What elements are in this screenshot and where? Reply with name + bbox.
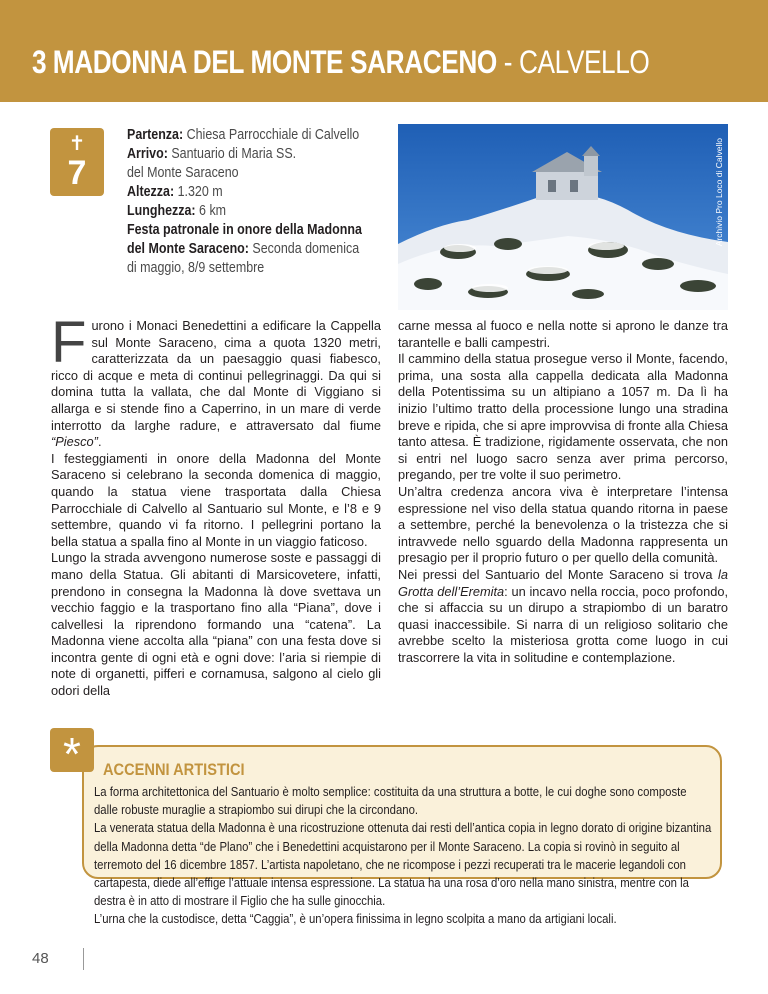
paragraph: La forma architettonica del Santuario è molto semplice: costituita da una struttura a botte, le cui doghe sono composte dalle robuste muraglie a strapiombo sui dirupi che la circondano.: [94, 784, 687, 818]
cross-icon: ✝: [68, 133, 86, 155]
info-festa: Festa patronale in onore della Madonna: [127, 222, 362, 238]
info-altezza: Altezza: 1.320 m: [127, 184, 223, 200]
paragraph: Lungo la strada avvengono numerose soste e passaggi di mano della Statua. Gli abitanti di Marsicovetere, infatti, prendono in consegna la Madonna là dove svettava un vecchio faggio e la trasportano fino alla “Piana”, dove i calvellesi la riprendono formando una “catena”. La Madonna viene accolta alla “piana” con una festa dove si incontra gente di ogni età e ogni dove: l’aria si riempie di note di organetti, pifferi e cornamusa, salgono al cielo gli odori della: [51, 550, 381, 699]
route-badge: [50, 128, 104, 196]
route-number: 7: [67, 154, 87, 192]
info-arrivo: Arrivo: Santuario di Maria SS.: [127, 146, 297, 162]
photo-credit: Archivio Pro Loco di Calvello: [714, 138, 724, 247]
asterisk-icon: *: [50, 728, 94, 772]
paragraph: Furono i Monaci Benedettini a edificare la Cappella sul Monte Saraceno, cima a quota 1320 metri, caratterizzata da un paesaggio quasi fiabesco, ricco di acque e meta di continui pellegrinaggi. Da qui si domina tutta la vallata, che dal Monte di Viggiano si allarga e si stende fino a Caperrino, in un mare di verde interrotto da larghe radure, e attraversato dal fiume “Piesco”.: [51, 310, 381, 450]
info-partenza: Partenza: Chiesa Parrocchiale di Calvello: [127, 127, 360, 143]
paragraph: Un’altra credenza ancora viva è interpretare l’intensa espressione nel viso della statua quando ritorna in paese a settembre, perché la benevolenza o la tristezza che si intravvede nello sguardo della Madonna rappresenta un presagio per il proprio futuro o per quello della comunità.: [398, 483, 728, 566]
paragraph: I festeggiamenti in onore della Madonna del Monte Saraceno si celebrano la seconda domenica di maggio, quando la statua viene trasportata dalla Chiesa Parrocchiale di Calvello al Santuario sul Monte, e l’8 e 9 settembre, quando vi fa ritorno. I pellegrini portano la bella statua a spalla fino al Monte in un viaggio faticoso.: [51, 450, 381, 549]
page-number: 48: [32, 950, 49, 967]
art-notes-title: ACCENNI ARTISTICI: [103, 760, 245, 779]
snowy-mountain-image: [398, 124, 728, 310]
info-festa-cont: del Monte Saraceno: Seconda domenica: [127, 241, 360, 257]
sanctuary-photo: [398, 124, 728, 310]
paragraph: La venerata statua della Madonna è una ricostruzione ottenuta dai resti dell’antica copia in legno dorato di origine bizantina della Madonna detta “de Plano” che i Benedettini acquistarono per il Monte Saraceno. La copia si rovinò in seguito al terremoto del 16 dicembre 1857. L’artista napoletano, che ne ricompose i pezzi recuperati tra le macerie legandoli con cartapesta, diede all’effige l’attuale intensa espressione. La statua ha una rosa d’oro nella mano sinistra, mentre con la destra è in atto di mostrare il Figlio che ha sulle ginocchia.: [94, 820, 712, 909]
chapter-number: 3: [32, 44, 47, 80]
art-notes-text: [94, 783, 711, 929]
paragraph: carne messa al fuoco e nella notte si aprono le danze tra tarantelle e balli campestri.: [398, 318, 728, 350]
chapter-title: [32, 44, 649, 81]
header-bar: [0, 0, 768, 102]
body-column-left: [51, 310, 381, 700]
info-lunghezza: Lunghezza: 6 km: [127, 203, 227, 219]
drop-cap: F: [51, 310, 87, 375]
page-number-divider: [83, 948, 84, 970]
info-festa-date: di maggio, 8/9 settembre: [127, 260, 265, 276]
paragraph: Nei pressi del Santuario del Monte Saraceno si trova la Grotta dell’Eremita: un incavo nella roccia, poco profondo, che si affaccia su un dirupo a strapiombo di un baratro quasi inaccessibile. Si narra di un religioso solitario che avrebbe scelto la misteriosa grotta come luogo in cui trascorrere la vita in solitudine e contemplazione.: [398, 566, 729, 665]
chapter-place: - CALVELLO: [496, 44, 650, 80]
info-arrivo-cont: del Monte Saraceno: [127, 165, 239, 181]
paragraph: Il cammino della statua prosegue verso il Monte, facendo, prima, una sosta alla cappella dedicata alla Madonna della Potentissima su un altipiano a 1057 m. Da lì ha inizio l’ultimo tratto della processione lungo una stradina breve e ripida, che si apre improvvisa di fronte alla Chiesa tanto attesa. È tradizione, rigidamente osservata, che non si entri nel luogo sacro senza aver prima percorso, pregando, per tre volte il suo perimetro.: [398, 351, 728, 483]
chapter-name: MADONNA DEL MONTE SARACENO: [52, 44, 497, 80]
paragraph: L’urna che la custodisce, detta “Caggia”, è un’opera finissima in legno scolpita a mano da artigiani locali.: [94, 911, 617, 927]
body-column-right: [398, 318, 728, 666]
route-info: [127, 126, 387, 278]
